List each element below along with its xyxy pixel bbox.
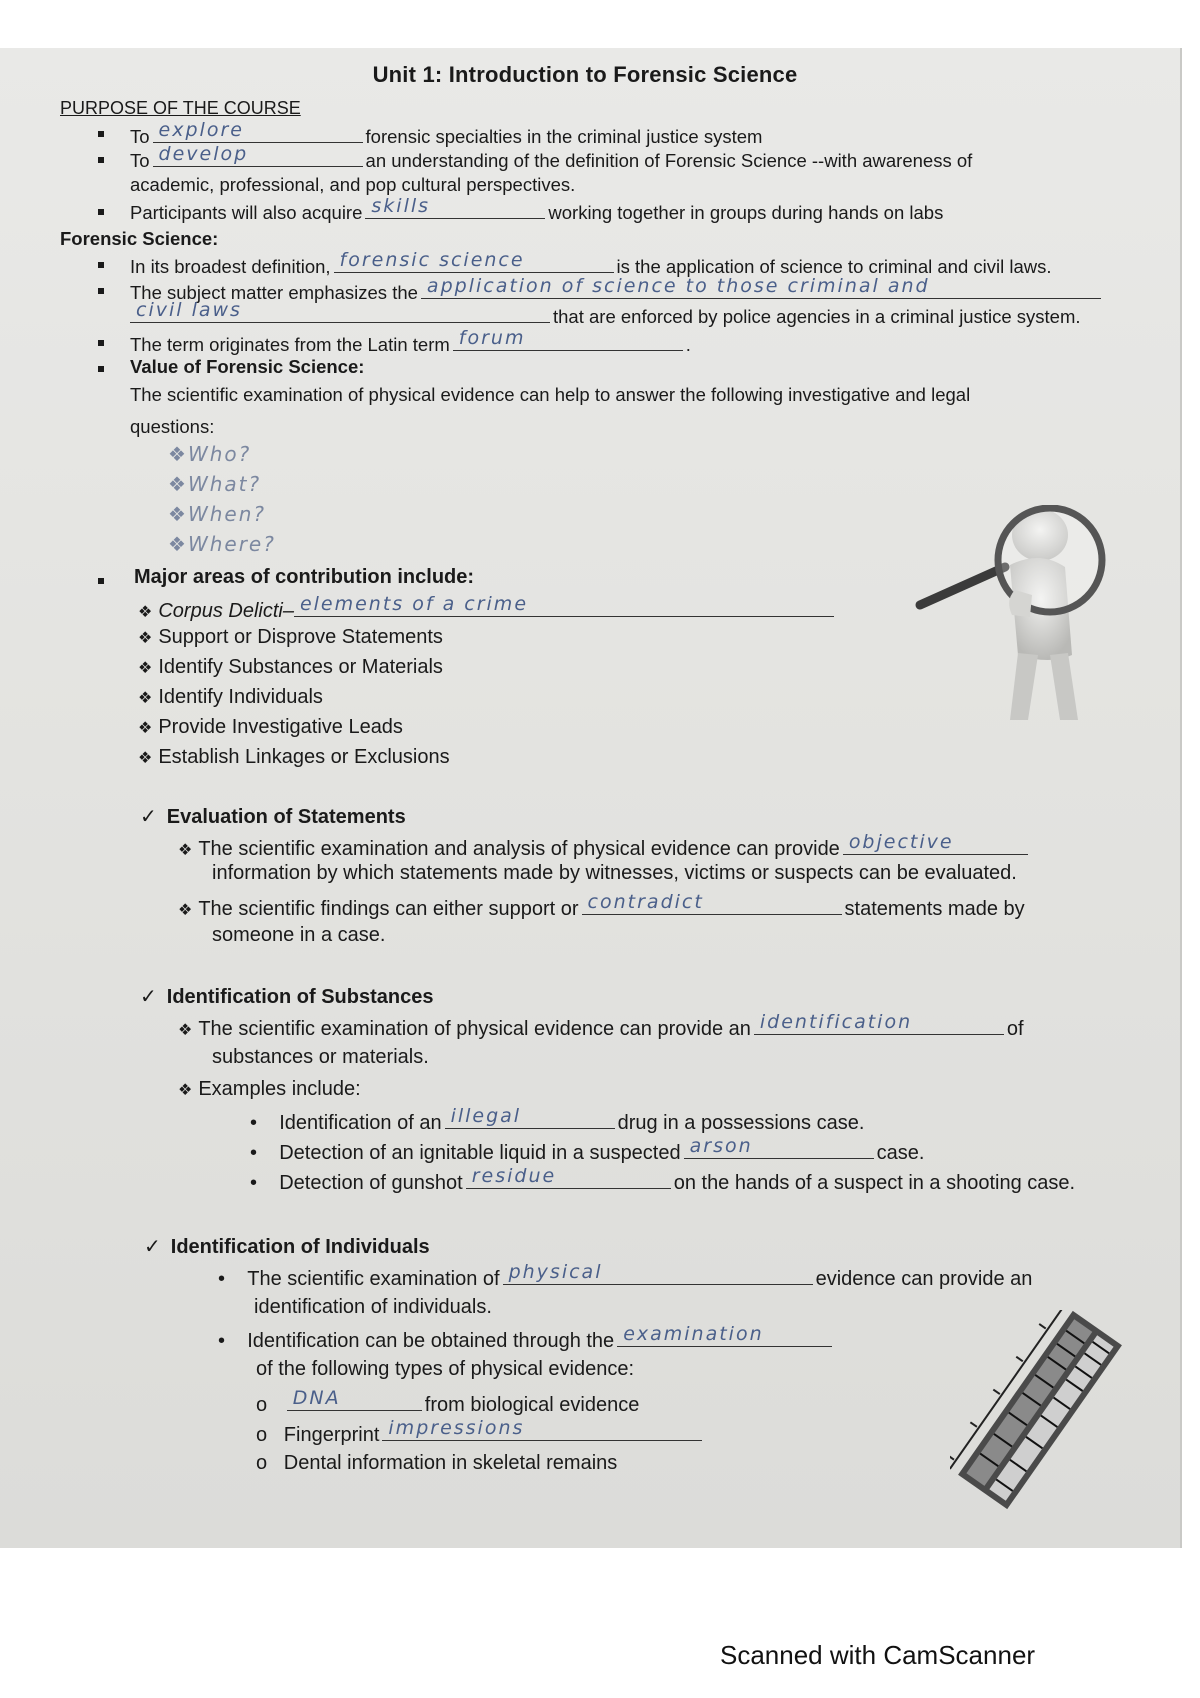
answer-explore: explore — [158, 119, 244, 141]
value-text-2: questions: — [130, 416, 215, 437]
purpose-line-1: To explore forensic specialties in the criminal justice system — [130, 119, 763, 147]
individuals-p1: • The scientific examination of physical evidence can provide an — [218, 1261, 1033, 1290]
subject-line-cont: civil laws that are enforced by police agencies in a criminal justice system. — [130, 302, 1081, 328]
individuals-heading: ✓ Identification of Individuals — [144, 1236, 430, 1258]
answer-dna: DNA — [292, 1387, 341, 1409]
evaluation-p2-cont: someone in a case. — [212, 924, 386, 946]
area-item: ❖ Support or Disprove Statements — [138, 626, 443, 648]
area-item: ❖ Identify Individuals — [138, 686, 323, 708]
evaluation-p1: ❖ The scientific examination and analysis of physical evidence can provide objective — [178, 834, 1031, 861]
area-item: ❖ Provide Investigative Leads — [138, 716, 403, 738]
evidence-fingerprint: o Fingerprint impressions — [256, 1420, 705, 1447]
example-1: • Identification of an illegal drug in a possessions case. — [250, 1105, 865, 1134]
evaluation-p1-cont: information by which statements made by witnesses, victims or suspects can be evaluated. — [212, 862, 1017, 884]
corpus-line: ❖ Corpus Delicti– elements of a crime — [138, 596, 837, 623]
example-3: • Detection of gunshot residue on the hands of a suspect in a shooting case. — [250, 1165, 1076, 1194]
answer-develop: develop — [158, 143, 249, 165]
individuals-p2: • Identification can be obtained through the examination — [218, 1326, 835, 1353]
answer-civil-laws: civil laws — [136, 299, 242, 321]
bullet — [98, 366, 104, 372]
answer-application: application of science to those criminal and — [426, 275, 930, 297]
bullet — [98, 340, 104, 346]
bullet — [98, 157, 104, 163]
bullet — [98, 131, 104, 137]
individuals-p1-cont: identification of individuals. — [254, 1296, 492, 1318]
substances-p1-cont: substances or materials. — [212, 1046, 429, 1068]
question-where: ❖Where? — [168, 532, 276, 556]
purpose-line-3: Participants will also acquire skills working together in groups during hands on labs — [130, 195, 944, 223]
answer-impressions: impressions — [388, 1417, 525, 1439]
scanner-watermark: Scanned with CamScanner — [720, 1640, 1036, 1670]
evidence-dna: o DNA from biological evidence — [256, 1387, 640, 1416]
answer-elements-of-crime: elements of a crime — [299, 593, 529, 615]
bullet — [98, 288, 104, 294]
term-line: The term originates from the Latin term forum . — [130, 327, 691, 355]
individuals-p2-cont: of the following types of physical evidence: — [256, 1358, 634, 1380]
checkmark-icon: ✓ — [140, 806, 157, 828]
definition-line: In its broadest definition, forensic science is the application of science to criminal and civil laws. — [130, 249, 1052, 277]
purpose-line-2-cont: academic, professional, and pop cultural perspectives. — [130, 174, 576, 195]
evidence-dental: o Dental information in skeletal remains — [256, 1452, 618, 1474]
dna-gel-strip-illustration — [950, 1310, 1130, 1510]
forensic-heading: Forensic Science: — [60, 228, 219, 249]
answer-forensic-science: forensic science — [339, 249, 525, 271]
page-title: Unit 1: Introduction to Forensic Science — [372, 62, 798, 87]
checkmark-icon: ✓ — [144, 1236, 161, 1258]
bullet — [98, 209, 104, 215]
answer-illegal: illegal — [450, 1105, 522, 1127]
answer-arson: arson — [689, 1135, 753, 1157]
value-text-1: The scientific examination of physical evidence can help to answer the following investigative and legal — [130, 384, 971, 405]
purpose-heading: PURPOSE OF THE COURSE — [60, 98, 301, 118]
answer-physical: physical — [508, 1261, 603, 1283]
question-who: ❖Who? — [168, 442, 252, 466]
answer-objective: objective — [848, 831, 954, 853]
answer-residue: residue — [471, 1165, 557, 1187]
answer-examination: examination — [623, 1323, 764, 1345]
answer-forum: forum — [458, 327, 526, 349]
substances-p1: ❖ The scientific examination of physical evidence can provide an identification of — [178, 1011, 1024, 1040]
purpose-line-2: To develop an understanding of the definition of Forensic Science --with awareness of — [130, 143, 973, 171]
checkmark-icon: ✓ — [140, 986, 157, 1008]
bullet — [98, 262, 104, 268]
area-item: ❖ Establish Linkages or Exclusions — [138, 746, 450, 768]
magnifying-glass-figure-illustration — [900, 505, 1130, 730]
examples-label: ❖ Examples include: — [178, 1078, 361, 1100]
answer-skills: skills — [371, 195, 431, 217]
areas-heading: Major areas of contribution include: — [134, 566, 475, 588]
subject-line: The subject matter emphasizes the application of science to those criminal and — [130, 278, 1104, 304]
answer-identification: identification — [759, 1011, 913, 1033]
answer-contradict: contradict — [587, 891, 704, 913]
value-heading: Value of Forensic Science: — [130, 356, 365, 377]
evaluation-p2: ❖ The scientific findings can either support or contradict statements made by — [178, 891, 1025, 920]
area-item: ❖ Identify Substances or Materials — [138, 656, 443, 678]
evaluation-heading: ✓ Evaluation of Statements — [140, 806, 406, 828]
substances-heading: ✓ Identification of Substances — [140, 986, 434, 1008]
bullet — [98, 578, 104, 584]
question-when: ❖When? — [168, 502, 266, 526]
example-2: • Detection of an ignitable liquid in a suspected arson case. — [250, 1135, 925, 1164]
question-what: ❖What? — [168, 472, 262, 496]
